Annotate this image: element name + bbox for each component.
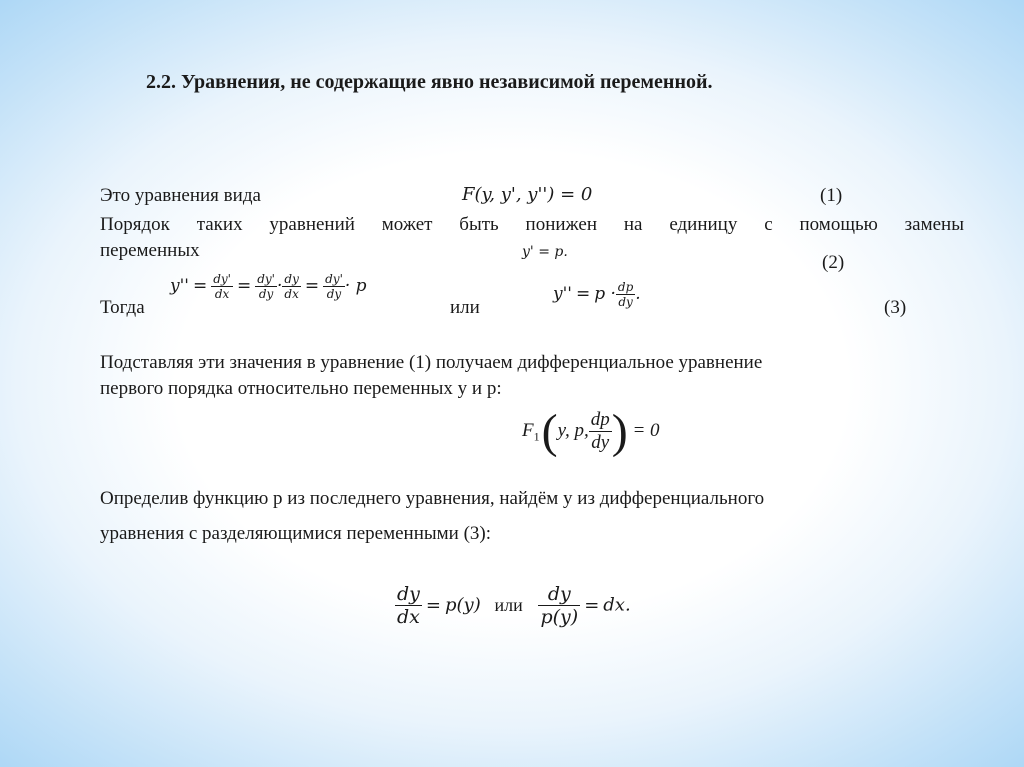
second-derivative-formula: y'' = p · $\frac{dp}{dy}$ . [553,280,641,309]
page-title: 2.2. Уравнения, не содержащие явно независимой переменной. [146,71,713,93]
separable-equation-formula: $\frac{dy}{dx}$ = p(y) или $\frac{dy}{p(y)}$ = dx. [397,583,631,628]
para2-line2: уравнения с разделяющимися переменными (3): [100,523,492,544]
togda-label: Тогда [100,297,145,318]
eq2-number: (2) [822,252,845,273]
para1-line1: Подставляя эти значения в уравнение (1) получаем дифференциальное уравнение [100,352,763,373]
line1-text: Это уравнения вида [100,185,261,206]
line3-formula: y' = p. [522,244,568,260]
line2-text: Порядок таких уравнений может быть понижен на единицу с помощью замены [100,214,964,235]
para1-line2: первого порядка относительно переменных y и p: [100,378,502,399]
line1-formula: F(y, y', y'') = 0 [462,184,593,205]
derivative-chain-formula: y'' = $\frac{dy'}{dx}$ = $\frac{dy'}{dy}$ · $\frac{dy}{dx}$ = $\frac{dy'}{dy}$ · p [170,272,367,301]
eq1-number: (1) [820,185,843,206]
togda-or: или [450,297,480,318]
reduced-equation-formula: $F_1(y$, p, $\frac{dp}{dy}$ ) = 0 [522,405,660,458]
para2-line1: Определив функцию p из последнего уравнения, найдём y из дифференциального [100,488,765,509]
final-or: или [494,594,523,615]
eq3-number: (3) [884,297,907,318]
line3-text: переменных [100,240,200,261]
